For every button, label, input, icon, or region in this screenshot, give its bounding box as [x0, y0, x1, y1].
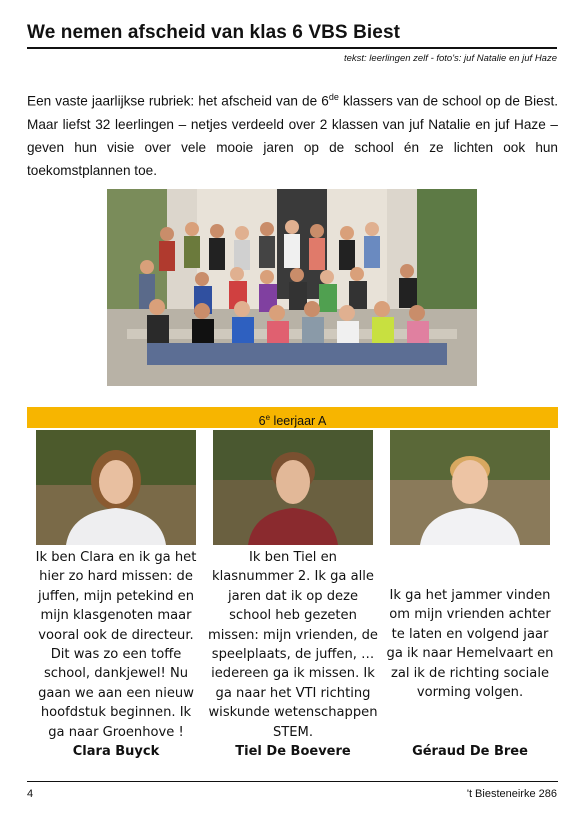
student-name-clara: Clara Buyck: [72, 744, 160, 759]
student-name-tiel: Tiel De Boevere: [235, 744, 351, 759]
portrait-clara: [36, 430, 196, 545]
class-banner: [27, 407, 558, 428]
portrait-tiel: [213, 430, 373, 545]
intro-paragraph: [27, 86, 558, 182]
footer-divider: [27, 781, 558, 782]
intro-text-start: Een vaste jaarlijkse rubriek: het afscheid van de 6: [27, 93, 329, 109]
article-credits: tekst: leerlingen zelf - foto's: juf Natalie en juf Haze: [343, 53, 557, 64]
page-number: 4: [27, 788, 34, 800]
intro-superscript: de: [328, 92, 339, 102]
portrait-geraud: [390, 430, 550, 545]
title-divider: [27, 47, 557, 49]
magazine-issue: 't Biesteneirke 286: [466, 788, 557, 800]
intro-text-rest: klassers van de school op de Biest. Maar liefst 32 leerlingen – netjes verdeeld over 2 klassen van juf Natalie en juf Haze – geven hun visie over vele mooie jaren op de school én ze lichten ook hun toekomstplannen toe.: [27, 93, 558, 178]
article-title: We nemen afscheid van klas 6 VBS Biest: [27, 22, 401, 43]
class-grade-number: 6: [258, 414, 266, 429]
class-grade-superscript: e: [265, 413, 271, 422]
student-quote-geraud: Ik ga het jammer vinden om mijn vrienden achter te laten en volgend jaar ga ik naar Hemelvaart en zal ik de richting sociale vorming volgen.: [386, 588, 554, 701]
class-label: leerjaar A: [270, 414, 327, 429]
student-quote-clara: Ik ben Clara en ik ga het hier zo hard missen: de juffen, mijn petekind en mijn klasgenoten maar vooral ook de directeur. Dit was zo een toffe school, dankjewel! Nu gaan we aan een nieuw hoofdstuk beginnen. Ik ga naar Groenhove !: [35, 550, 197, 740]
student-quote-tiel: Ik ben Tiel en klasnummer 2. Ik ga alle jaren dat ik op deze school heb gezeten missen: mijn vrienden, de speelplaats, de juffen, … iedereen ga ik missen. Ik ga naar het VTI richting wiskunde wetenschappen STEM.: [208, 550, 378, 740]
group-photo: [107, 189, 477, 386]
student-name-geraud: Géraud De Bree: [412, 744, 528, 759]
